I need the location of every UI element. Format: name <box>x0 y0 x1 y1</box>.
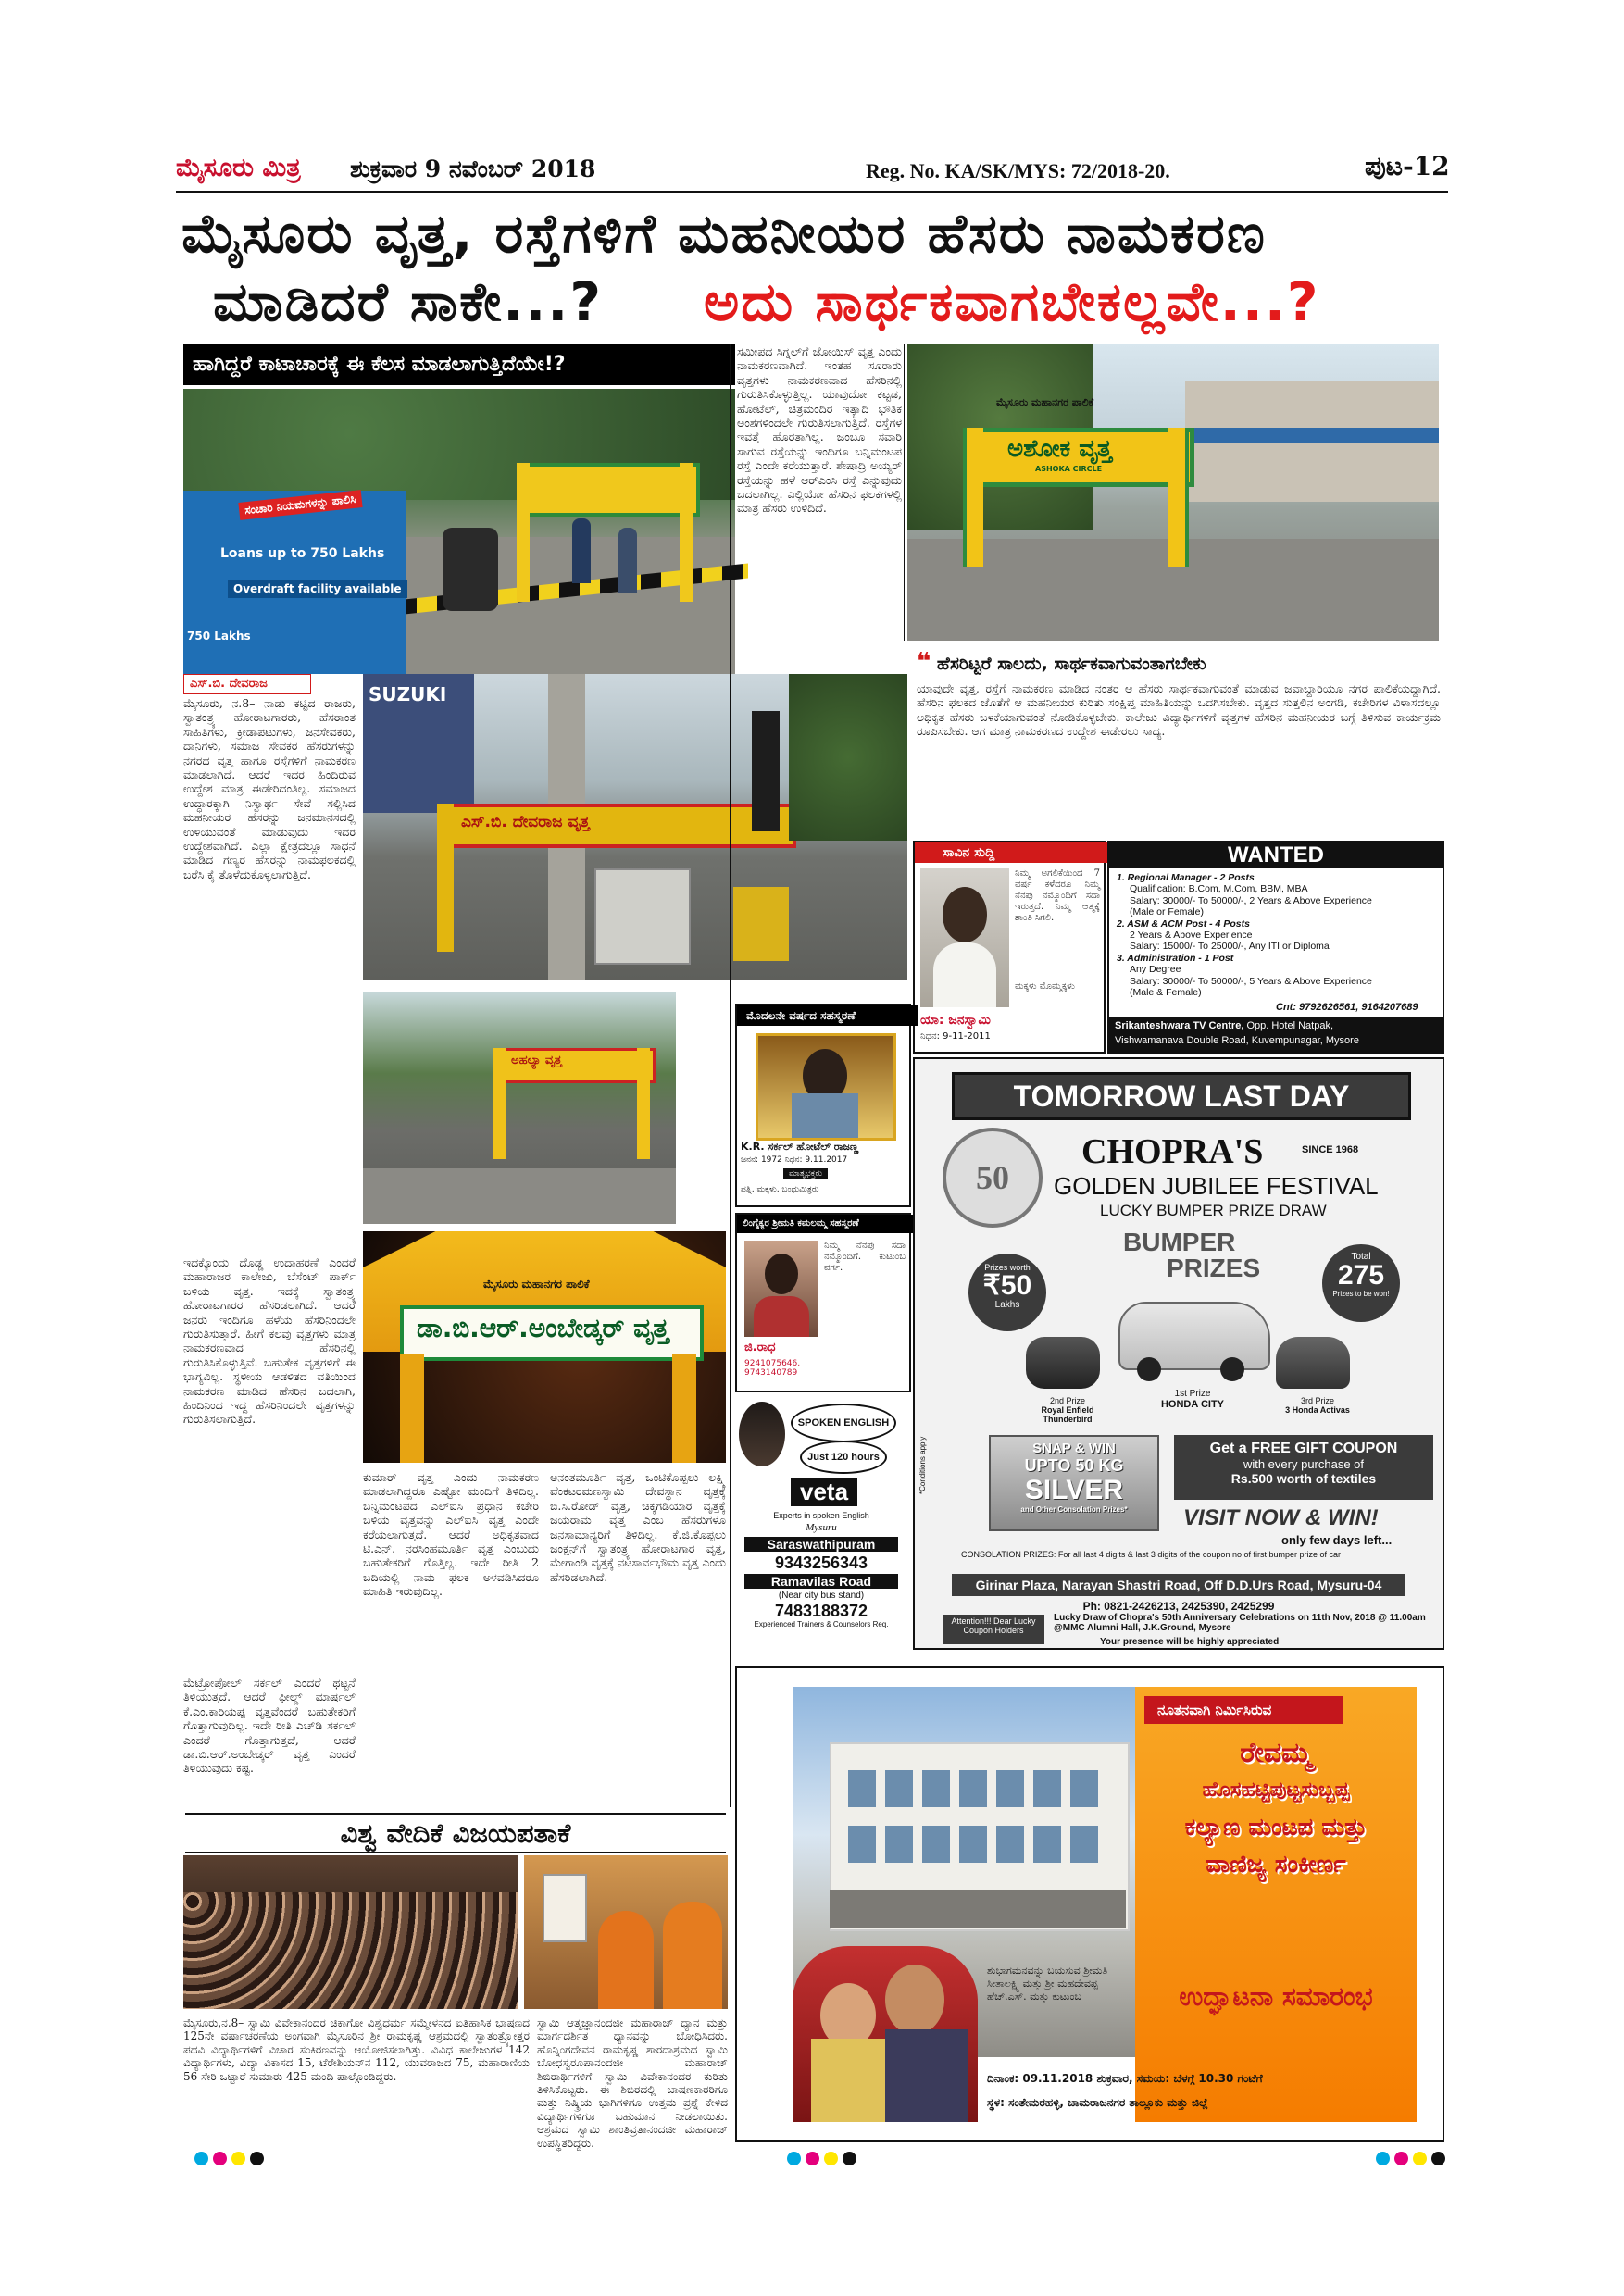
veta-place-1: Saraswathipuram <box>744 1537 898 1552</box>
visit-text: VISIT NOW & WIN! <box>1183 1505 1379 1530</box>
veta-tagline: Experts in spoken English <box>773 1511 869 1520</box>
veta-brand: veta <box>791 1478 857 1506</box>
registration-mark <box>787 2152 801 2165</box>
veta-bubble-1: SPOKEN ENGLISH <box>791 1404 896 1442</box>
veta-model-photo <box>739 1402 785 1466</box>
memorial-2-text: ನಿಮ್ಮ ನೆನಪು ಸದಾ ನಮ್ಮೊಂದಿಗೆ. ಕುಟುಂಬ ವರ್ಗ. <box>824 1241 906 1273</box>
chopra-draw: LUCKY BUMPER PRIZE DRAW <box>1100 1202 1327 1219</box>
gift-line-3: Rs.500 worth of textiles <box>1230 1471 1377 1486</box>
chopra-prize-2-label: 2nd Prize <box>1049 1396 1086 1405</box>
wanted-post-2-exp: 2 Years & Above Experience <box>1130 930 1253 942</box>
wanted-post-1-salary: Salary: 30000/- To 50000/-, 2 Years & Above Experience <box>1130 894 1372 906</box>
attention-box: Attention!!! Dear Lucky Coupon Holders <box>943 1615 1044 1644</box>
couple-photo <box>793 1946 978 2122</box>
wanted-title: WANTED <box>1109 842 1443 868</box>
obituary-family: ಮಕ್ಕಳು ಮೊಮ್ಮಕ್ಕಳು <box>1015 981 1075 992</box>
obituary-portrait <box>920 868 1009 1007</box>
ashoka-arch-sub: ASHOKA CIRCLE <box>1035 465 1103 473</box>
chopra-worth-label: Prizes worth <box>984 1263 1031 1272</box>
bank-overdraft-text: Overdraft facility available <box>228 580 407 598</box>
gift-line-2: with every purchase of <box>1243 1457 1365 1471</box>
veta-bubble-2: Just 120 hours <box>800 1441 887 1474</box>
consolation-text: and Other Consolation Prizes* <box>1020 1505 1128 1514</box>
ashoka-arch-top: ಮೈಸೂರು ಮಹಾನಗರ ಪಾಲಿಕೆ <box>996 396 1094 408</box>
memorial-ad-2 <box>735 1213 911 1392</box>
byline: ಎಸ್.ಬಿ. ದೇವರಾಜ <box>183 674 311 694</box>
veta-branch: Mysuru <box>806 1522 837 1533</box>
kalyana-line-1: ರೇವಮ್ಮ <box>1240 1737 1312 1769</box>
upto-text: UPTO 50 KG <box>1024 1456 1124 1475</box>
kalyana-date: ದಿನಾಂಕ: 09.11.2018 ಶುಕ್ರವಾರ, ಸಮಯ: ಬೆಳಗ್ಗೆ 10.30 ಗಂಟೆಗೆ <box>987 2072 1263 2085</box>
chopra-prizes: PRIZES <box>1167 1254 1261 1282</box>
veta-phone-1: 9343256343 <box>774 1554 868 1572</box>
kalyana-line-3: ಕಲ್ಯಾಣ ಮಂಟಪ ಮತ್ತು <box>1184 1814 1368 1841</box>
chopra-prize-1-name: HONDA CITY <box>1160 1399 1225 1410</box>
wanted-details <box>1117 872 1439 998</box>
wanted-footer-opp: Opp. Hotel Natpak, <box>1246 1020 1334 1031</box>
column-divider-2 <box>904 344 905 641</box>
chopra-prize-3-label: 3rd Prize <box>1300 1396 1334 1405</box>
bank-amount-text: 750 Lakhs <box>187 630 251 643</box>
headline-line1: ಮೈಸೂರು ವೃತ್ತ, ರಸ್ತೆಗಳಿಗೆ ಮಹನೀಯರ ಹೆಸರು ನಾಮಕರಣ <box>181 202 1267 265</box>
article-col-a2: ಇದಕ್ಕೊಂದು ದೊಡ್ಡ ಉದಾಹರಣೆ ಎಂದರೆ ಮಹಾರಾಜರ ಕಾಲೇಜು, ಬೆಸೆಂಟ್ ಪಾರ್ಕ್ ಬಳಿಯ ವೃತ್ತ. ಇದಕ್ಕೆ ಸ್ವಾತಂತ್ರ್ಯ ಹೋರಾಟಗಾರರ ಹೆಸರಿಡಲಾಗಿದೆ. ಆದರೆ ಜನರು ಇಂದಿಗೂ ಹಳೆಯ ಹೆಸರಿನಿಂದಲೇ ಗುರುತಿಸುತ್ತಾರೆ. ಹೀಗೆ ಕಲವು ವೃತ್ತಗಳು ಮಾತ್ರ ನಾಮಕರಣವಾದ ಹೆಸರಿನಲ್ಲಿ ಗುರುತಿಸಿಕೊಳ್ಳುತ್ತಿವೆ. ಬಹುತೇಕ ವೃತ್ತಗಳಿಗೆ ಈ ಭಾಗ್ಯವಿಲ್ಲ. ಸ್ಥಳೀಯ ಆಡಳಿತದ ವತಿಯಿಂದ ನಾಮಕರಣ ಮಾಡಿದ ಹೆಸರಿನ ಬದಲಾಗಿ, ಹಿಂದಿನಿಂದ ಇದ್ದ ಹೆಸರಿನಿಂದಲೇ ವೃತ್ತಗಳನ್ನು ಗುರುತಿಸಲಾಗುತ್ತಿದೆ. <box>183 1255 356 1427</box>
article-col-b2: ಕುಮಾರ್ ವೃತ್ತ ಎಂದು ನಾಮಕರಣ ಮಾಡಲಾಗಿದ್ದರೂ ಎಷ್ಟೋ ಮಂದಿಗೆ ತಿಳಿದಿಲ್ಲ. ಬನ್ನಿಮಂಟಪದ ಎಲ್‌ಐಸಿ ಪ್ರಧಾನ ಕಚೇರಿ ಬಳಿಯ ವೃತ್ತವನ್ನು ಎಲ್‌ಐಸಿ ವೃತ್ತ ಎಂದೇ ಕರೆಯಲಾಗುತ್ತದೆ. ಆದರೆ ಅಧಿಕೃತವಾದ ಟಿ.ಎನ್. ನರಸಿಂಹಮೂರ್ತಿ ವೃತ್ತ ಎಂಬುದು ಬಹುತೇಕರಿಗೆ ಗೊತ್ತಿಲ್ಲ. ಇದೇ ರೀತಿ 2 ಬದಿಯಲ್ಲಿ ನಾಮ ಫಲಕ ಅಳವಡಿಸಿದರೂ ಮಾಹಿತಿ ಇರುವುದಿಲ್ಲ. <box>363 1470 539 1599</box>
chopra-worth-unit: Lakhs <box>994 1300 1020 1310</box>
registration-mark <box>194 2152 208 2165</box>
memorial-1-name: K.R. ಸರ್ಕಲ್ ಹೋಟೆಲ್ ರಾಜಣ್ಣ <box>741 1141 859 1153</box>
obituary-box <box>913 841 1106 1054</box>
article-col-c1: ಅನಂತಮೂರ್ತಿ ವೃತ್ತ, ಒಂಟಿಕೊಪ್ಪಲು ಲಕ್ಷ್ಮಿ ವೆಂಕಟರಮಣಸ್ವಾಮಿ ದೇವಸ್ಥಾನ ವೃತ್ತಕ್ಕೆ ಬಿ.ಸಿ.ರೋಡ್ ವೃತ್ತ, ಚಿಕ್ಕಗಡಿಯಾರ ವೃತ್ತಕ್ಕೆ ಜಯರಾಮ ವೃತ್ತ ಎಂಬ ಹೆಸರುಗಳೂ ಜನಸಾಮಾನ್ಯರಿಗೆ ತಿಳಿದಿಲ್ಲ. ಕೆ.ಜಿ.ಕೊಪ್ಪಲು ಜಂಕ್ಷನ್‌ಗೆ ಸ್ವಾತಂತ್ರ್ಯ ಹೋರಾಟಗಾರ ವೃತ್ತ, ಮೇಗಾಂಡಿ ವೃತ್ತಕ್ಕೆ ನಟಸಾರ್ವಭೌಮ ವೃತ್ತ ಎಂದು ಹೆಸರಿಡಲಾಗಿದೆ. <box>550 1470 726 1584</box>
registration-mark <box>843 2152 856 2165</box>
ambedkar-arch-top: ಮೈಸೂರು ಮಹಾನಗರ ಪಾಲಿಕೆ <box>483 1278 590 1291</box>
photo-ashoka-circle <box>907 344 1439 641</box>
kalyana-title <box>1135 1735 1417 1883</box>
registration-mark <box>1394 2152 1408 2165</box>
veta-footer: Experienced Trainers & Counselors Req. <box>754 1620 889 1628</box>
chopra-prize-1 <box>1146 1389 1239 1410</box>
ambedkar-arch-name: ಡಾ.ಬಿ.ಆರ್.ಅಂಬೇಡ್ಕರ್ ವೃತ್ತ <box>417 1313 669 1343</box>
quote-heading-text: ಹೆಸರಿಟ್ಟರೆ ಸಾಲದು, ಸಾರ್ಥಕವಾಗುವಂತಾಗಬೇಕು <box>936 654 1206 674</box>
suzuki-sign: SUZUKI <box>369 683 447 705</box>
chopra-total-sub: Prizes to be won! <box>1332 1290 1390 1298</box>
subhead-bar: ಹಾಗಿದ್ದರೆ ಕಾಟಾಚಾರಕ್ಕೆ ಈ ಕೆಲಸ ಮಾಡಲಾಗುತ್ತಿದೆಯೇ!? <box>183 344 735 385</box>
issue-date: ಶುಕ್ರವಾರ 9 ನವೆಂಬರ್ 2018 <box>350 156 596 182</box>
wanted-footer <box>1109 1017 1443 1052</box>
kalyana-line-4: ವಾಣಿಜ್ಯ ಸಂಕೀರ್ಣ <box>1206 1851 1346 1878</box>
presence-note: Your presence will be highly appreciated <box>1100 1637 1280 1647</box>
chopra-banner: TOMORROW LAST DAY <box>952 1072 1411 1120</box>
veta-phone-2: 7483188372 <box>774 1602 868 1620</box>
chopra-total-label: Total <box>1351 1252 1371 1262</box>
photo-audience <box>183 1855 518 2009</box>
snap-win-badge <box>989 1435 1159 1531</box>
chopra-total-value: 275 <box>1337 1260 1385 1291</box>
kalyana-ad <box>735 1666 1444 2142</box>
memorial-1-dates: ಜನನ: 1972 ನಿಧನ: 9.11.2017 <box>741 1155 848 1165</box>
chopra-prize-2 <box>1017 1396 1118 1424</box>
silver-text: SILVER <box>1024 1475 1124 1505</box>
wanted-post-1-gender: (Male or Female) <box>1130 906 1204 918</box>
chopra-prize-2-name: Royal Enfield Thunderbird <box>1041 1405 1094 1424</box>
wanted-post-2-salary: Salary: 15000/- To 25000/-, Any ITI or Diploma <box>1130 941 1330 953</box>
wanted-post-1-qual: Qualification: B.Com, M.Com, BBM, MBA <box>1130 883 1308 895</box>
chopra-50-badge: 50 <box>943 1128 1043 1228</box>
registration-mark <box>213 2152 227 2165</box>
photo-swamis <box>524 1855 728 2009</box>
chopra-phone: Ph: 0821-2426213, 2425390, 2425299 <box>1082 1600 1275 1613</box>
bank-banner-text: ಸಂಚಾರಿ ನಿಯಮಗಳನ್ನು ಪಾಲಿಸಿ <box>238 490 362 520</box>
chopra-festival: GOLDEN JUBILEE FESTIVAL <box>1054 1172 1379 1200</box>
masthead: ಮೈಸೂರು ಮಿತ್ರ <box>176 154 301 182</box>
article-col-a3: ಮೆಟ್ರೋಪೋಲ್ ಸರ್ಕಲ್ ಎಂದರೆ ಥಟ್ಟನೆ ತಿಳಿಯುತ್ತದೆ. ಆದರೆ ಫೀಲ್ಡ್ ಮಾರ್ಷಲ್ ಕೆ.ಎಂ.ಕಾರಿಯಪ್ಪ ವೃತ್ತವೆಂದರೆ ಬಹುತೇಕರಿಗೆ ಗೊತ್ತಾಗುವುದಿಲ್ಲ. ಇದೇ ರೀತಿ ಎಚ್‌ಡಿ ಸರ್ಕಲ್ ಎಂದರೆ ಗೊತ್ತಾಗುತ್ತದೆ, ಆದರೆ ಡಾ.ಬಿ.ಆರ್.ಅಂಬೇಡ್ಕರ್ ವೃತ್ತ ಎಂದರೆ ತಿಳಿಯುವುದು ಕಷ್ಟ. <box>183 1676 356 1776</box>
registration-mark <box>806 2152 819 2165</box>
veta-place-2b: (Near city bus stand) <box>778 1591 865 1601</box>
wanted-post-3-gender: (Male & Female) <box>1130 987 1202 999</box>
photo-ambedkar-circle <box>363 1231 726 1463</box>
chopra-worth-badge <box>968 1254 1046 1331</box>
snap-text: SNAP & WIN <box>1032 1441 1116 1456</box>
registration-mark <box>250 2152 264 2165</box>
chopra-prize-3-name: 3 Honda Activas <box>1285 1405 1350 1415</box>
headline-line2-black: ಮಾಡಿದರೆ ಸಾಕೇ...? <box>213 270 603 333</box>
memorial-2-portrait <box>744 1241 818 1337</box>
article-col-b1: ಸಮೀಪದ ಸಿಗ್ನಲ್‌ಗೆ ಜೋಯಿಸ್ ವೃತ್ತ ಎಂದು ನಾಮಕರಣವಾಗಿದೆ. ಇಂತಹ ಸೂರಾರು ವೃತ್ತಗಳು ನಾಮಕರಣವಾದ ಹೆಸರಿನಲ್ಲಿ ಗುರುತಿಸಿಕೊಳ್ಳುತ್ತಿಲ್ಲ. ಯಾವುದೋ ಕಟ್ಟಡ, ಹೋಟೆಲ್, ಚಿತ್ರಮಂದಿರ ಇತ್ಯಾದಿ ಭೌತಿಕ ಅಂಶಗಳಿಂದಲೇ ಗುರುತಿಸಲಾಗುತ್ತಿದೆ. ರಸ್ತೆಗಳ ಇವತ್ತೆ ಹೊರತಾಗಿಲ್ಲ. ಜಂಬೂ ಸವಾರಿ ಸಾಗುವ ರಸ್ತೆಯನ್ನು ಇಂದಿಗೂ ಬನ್ನಿಮಂಟಪ ರಸ್ತೆ ಎಂದೇ ಕರೆಯುತ್ತಾರೆ. ಶೇಷಾದ್ರಿ ಅಯ್ಯರ್ ರಸ್ತೆಯನ್ನು ಹಳೆ ಆರ್‌ಎಂಸಿ ರಸ್ತೆ ಎನ್ನುವುದು ಬದಲಾಗಿಲ್ಲ. ಎಲ್ಲಿಯೋ ಹೆಸರಿನ ಫಲಕಗಳಲ್ಲಿ ಮಾತ್ರ ಹೆಸರು ಉಳಿದಿದೆ. <box>737 344 902 516</box>
chopra-since: SINCE 1968 <box>1302 1144 1359 1155</box>
wanted-post-1: 1. Regional Manager - 2 Posts <box>1117 872 1255 883</box>
quote-mark-icon: ❝ <box>917 648 931 676</box>
chopra-total-badge <box>1322 1244 1400 1322</box>
registration-number: Reg. No. KA/SK/MYS: 72/2018-20. <box>866 159 1170 182</box>
quote-heading <box>917 648 1206 676</box>
memorial-1-label: ಮಾತೃಭಕ್ತರು <box>783 1168 828 1179</box>
bank-billboard <box>183 491 406 674</box>
few-days-text: only few days left... <box>1281 1533 1393 1547</box>
column-divider <box>730 344 731 1807</box>
kalyana-ribbon: ನೂತನವಾಗಿ ನಿರ್ಮಿಸಿರುವ <box>1144 1696 1343 1724</box>
wanted-post-3-qual: Any Degree <box>1130 964 1181 976</box>
registration-mark <box>1376 2152 1390 2165</box>
chopra-bumper: BUMPER <box>1123 1228 1236 1256</box>
wanted-post-3: 3. Administration - 1 Post <box>1117 952 1234 964</box>
chopra-prize-1-label: 1st Prize <box>1174 1389 1211 1399</box>
obituary-date: ನಿಧನ: 9-11-2011 <box>920 1031 991 1042</box>
chopra-prize-3 <box>1267 1396 1368 1415</box>
memorial-2-name: ಜಿ.ರಾಧ <box>744 1341 776 1354</box>
registration-mark <box>1413 2152 1427 2165</box>
obituary-text: ನಿಮ್ಮ ಅಗಲಿಕೆಯಿಂದ 7 ವರ್ಷ ಕಳೆದರೂ ನಿಮ್ಮ ನೆನಪು ನಮ್ಮೊಂದಿಗೆ ಸದಾ ಇರುತ್ತದೆ. ನಿಮ್ಮ ಆತ್ಮಕ್ಕೆ ಶಾಂತಿ ಸಿಗಲಿ. <box>1015 868 1100 923</box>
registration-mark <box>1431 2152 1445 2165</box>
conditions-note: *Conditions apply <box>918 1436 927 1494</box>
registration-mark <box>231 2152 245 2165</box>
veta-ad <box>735 1398 907 1626</box>
headline-line2-red: ಅದು ಸಾರ್ಥಕವಾಗಬೇಕಲ್ಲವೇ...? <box>704 270 1320 333</box>
memorial-2-phone: 9241075646, 9743140789 <box>744 1359 801 1378</box>
veta-place-2: Ramavilas Road <box>744 1574 898 1589</box>
memorial-1-frame <box>756 1033 896 1141</box>
chopra-worth-value: ₹50 <box>982 1270 1032 1301</box>
memorial-ad-1 <box>735 1004 911 1207</box>
consolation-note: CONSOLATION PRIZES: For all last 4 digits & last 3 digits of the coupon no of first bumper prize of car <box>961 1550 1341 1559</box>
scooter-prize-image <box>1276 1337 1350 1389</box>
kalyana-line-2: ಹೊಸಹಟ್ಟಿಪುಟ್ಟಸುಬ್ಬಪ್ಪ <box>1202 1778 1350 1802</box>
kalyana-udghatana: ಉದ್ಘಾಟನಾ ಸಮಾರಂಭ <box>1179 1981 1373 2012</box>
quote-body: ಯಾವುದೇ ವೃತ್ತ, ರಸ್ತೆಗೆ ನಾಮಕರಣ ಮಾಡಿದ ನಂತರ ಆ ಹೆಸರು ಸಾರ್ಥಕವಾಗುವಂತೆ ಮಾಡುವ ಜವಾಬ್ದಾರಿಯೂ ನಗರ ಪಾಲಿಕೆಯದ್ದಾಗಿದೆ. ಹೆಸರಿನ ಫಲಕದ ಜೊತೆಗೆ ಆ ಮಹನೀಯರ ಕುರಿತು ಸಂಕ್ಷಿಪ್ತ ಮಾಹಿತಿಯನ್ನು ಒದಗಿಸಬೇಕು. ವೃತ್ತದ ಸುತ್ತಲಿನ ಅಂಗಡಿ, ಕಚೇರಿಗಳ ವಿಳಾಸದಲ್ಲೂ ಅಧಿಕೃತ ಹೆಸರು ಬಳಕೆಯಾಗುವಂತೆ ನೋಡಿಕೊಳ್ಳಬೇಕು. ಕಾಲೇಜು ವಿದ್ಯಾರ್ಥಿಗಳಿಗೆ ವೃತ್ತಗಳ ಹೆಸರಿನ ಮಹನೀಯರ ಬಗ್ಗೆ ತಿಳಿಸುವ ಕಾರ್ಯಕ್ರಮ ರೂಪಿಸಬೇಕು. ಆಗ ಮಾತ್ರ ನಾಮಕರಣದ ಉದ್ದೇಶ ಈಡೇರಲು ಸಾಧ್ಯ. <box>917 681 1441 739</box>
obituary-name: ಯಾ: ಜನಸ್ವಾಮಿ <box>920 1013 991 1028</box>
photo-devaraj-circle <box>363 674 907 980</box>
memorial-1-text: ಪತ್ನಿ, ಮಕ್ಕಳು, ಬಂಧುಮಿತ್ರರು <box>741 1185 819 1194</box>
article-col-a1: ಮೈಸೂರು, ನ.8– ನಾಡು ಕಟ್ಟಿದ ರಾಜರು, ಸ್ವಾತಂತ್ರ್ಯ ಹೋರಾಟಗಾರರು, ಹೆಸರಾಂತ ಸಾಹಿತಿಗಳು, ಕ್ರೀಡಾಪಟುಗಳು, ಜನಸೇವಕರು, ದಾನಿಗಳು, ಸಮಾಜ ಸೇವಕರ ಹೆಸರುಗಳನ್ನು ನಗರದ ವೃತ್ತ ಹಾಗೂ ರಸ್ತೆಗಳಿಗೆ ನಾಮಕರಣ ಮಾಡಲಾಗಿದೆ. ಆದರೆ ಇದರ ಹಿಂದಿರುವ ಉದ್ದೇಶ ಮಾತ್ರ ಈಡೇರಿದಂತಿಲ್ಲ. ಸಮಾಜದ ಉದ್ಧಾರಕ್ಕಾಗಿ ನಿಸ್ವಾರ್ಥ ಸೇವೆ ಸಲ್ಲಿಸಿದ ಮಹನೀಯರ ಹೆಸರನ್ನು ಜನಮಾನಸದಲ್ಲಿ ಉಳಿಯುವಂತೆ ಮಾಡುವುದು ಇದರ ಉದ್ದೇಶವಾಗಿದೆ. ಎಲ್ಲಾ ಕ್ಷೇತ್ರದಲ್ಲೂ ಸಾಧನೆ ಮಾಡಿದ ಗಣ್ಯರ ಹೆಸರನ್ನು ನಾಮಫಲಕದಲ್ಲಿ ಬರೆಸಿ ಕೈ ತೊಳೆದುಕೊಳ್ಳಲಾಗುತ್ತಿದೆ. <box>183 696 356 881</box>
chopra-address: Girinar Plaza, Narayan Shastri Road, Off D.D.Urs Road, Mysuru-04 <box>952 1574 1405 1596</box>
photo-bank-sign <box>183 389 735 674</box>
ashoka-arch-name: ಅಶೋಕ ವೃತ್ತ <box>1007 435 1112 463</box>
kalyana-host: ಶುಭಾಗಮನವನ್ನು ಬಯಸುವ ಶ್ರೀಮತಿ ಸೀತಾಲಕ್ಷ್ಮಿ ಮತ್ತು ಶ್ರೀ ಮಹದೇವಪ್ಪ ಹೆಚ್.ಎಸ್. ಮತ್ತು ಕುಟುಂಬ <box>987 1965 1108 2003</box>
vishwa-body: ಮೈಸೂರು,ನ.8– ಸ್ವಾಮಿ ವಿವೇಕಾನಂದರ ಚಿಕಾಗೋ ವಿಶ್ವಧರ್ಮ ಸಮ್ಮೇಳನದ ಐತಿಹಾಸಿಕ ಭಾಷಣದ 125ನೇ ವರ್ಷಾಚರಣೆಯ ಅಂಗವಾಗಿ ಮೈಸೂರಿನ ಶ್ರೀ ರಾಮಕೃಷ್ಣ ಆಶ್ರಮದಲ್ಲಿ ಸ್ವಾತಂತ್ರ್ಯೋತ್ತರ ಪದವಿ ವಿದ್ಯಾರ್ಥಿಗಳಿಗೆ ವಿಚಾರ ಸಂಕಿರಣವನ್ನು ಆಯೋಜಿಸಲಾಗಿತ್ತು. ವಿವಿಧ ಕಾಲೇಜುಗಳ 142 ವಿದ್ಯಾರ್ಥಿಗಳು, ವಿದ್ಯಾ ವಿಕಾಸದ 15, ಟೆರೇಶಿಯನ್‌ನ 112, ಯುವರಾಜದ 75, ಮಹಾರಾಣಿಯ 56 ಸೇರಿ ಒಟ್ಟಾರೆ ಸುಮಾರು 425 ಮಂದಿ ಪಾಲ್ಗೊಂಡಿದ್ದರು. <box>183 2016 530 2083</box>
gift-coupon-box <box>1174 1435 1433 1500</box>
memorial-1-title: ಮೊದಲನೇ ವರ್ಷದ ಸಹಸ್ಮರಣೆ <box>737 1005 918 1026</box>
header-rule <box>176 191 1448 193</box>
draw-note: Lucky Draw of Chopra's 50th Anniversary Celebrations on 11th Nov, 2018 @ 11.00am @MMC Alumni Hall, J.K.Ground, Mysore <box>1054 1613 1426 1633</box>
vishwa-heading: ವಿಶ್ವ ವೇದಿಕೆ ವಿಜಯಪತಾಕೆ <box>185 1813 726 1853</box>
memorial-2-title: ಲಿಂಗೈಕ್ಯರ ಶ್ರೀಮತಿ ಕಮಲಮ್ಮ ಸಹಸ್ಮರಣೆ <box>737 1215 915 1233</box>
chopra-ad <box>913 1057 1444 1650</box>
wanted-post-2: 2. ASM & ACM Post - 4 Posts <box>1117 917 1250 930</box>
registration-mark <box>824 2152 838 2165</box>
bank-loans-text: Loans up to 750 Lakhs <box>220 546 385 561</box>
obituary-title: ಸಾವಿನ ಸುದ್ದಿ <box>915 842 1131 863</box>
wanted-post-3-salary: Salary: 30000/- To 50000/-, 5 Years & Above Experience <box>1130 975 1372 987</box>
small-arch-name: ಅಹಲ್ಯಾ ವೃತ್ತ <box>511 1054 562 1067</box>
wanted-ad <box>1107 841 1444 1054</box>
devaraj-arch-name: ಎಸ್.ಬಿ. ದೇವರಾಜ ವೃತ್ತ <box>461 813 590 831</box>
wanted-footer-shop: Srikanteshwara TV Centre, <box>1115 1020 1244 1031</box>
vishwa-body-2: ಸ್ವಾಮಿ ಆತ್ಮಜ್ಞಾನಂದಜೀ ಮಹಾರಾಜ್ ಧ್ಯಾನ ಮತ್ತು ಮಾರ್ಗದರ್ಶಿತ ಧ್ಯಾನವನ್ನು ಬೋಧಿಸಿದರು. ಹೊನ್ನಿಂಗದೇವನ ರಾಮಕೃಷ್ಣ ಶಾರದಾಶ್ರಮದ ಸ್ವಾಮಿ ಬೋಧಸ್ವರೂಪಾನಂದಜೀ ಮಹಾರಾಜ್ ಶಿಬಿರಾರ್ಥಿಗಳಿಗೆ ಸ್ವಾಮಿ ವಿವೇಕಾನಂದರ ಕುರಿತು ತಿಳಿಸಿಕೊಟ್ಟರು. ಈ ಶಿಬಿರದಲ್ಲಿ ಬಾಷಣಕಾರರಿಗೂ ಮತ್ತು ನಿಷ್ಕ್ರಿಯ ಭಾಗಿಗಳಿಗೂ ಉತ್ತಮ ಪ್ರಶ್ನೆ ಕೇಳಿದ ವಿದ್ಯಾರ್ಥಿಗಳಿಗೂ ಬಹುಮಾನ ನೀಡಲಾಯಿತು. ಆಶ್ರಮದ ಸ್ವಾಮಿ ಶಾಂತಿವ್ರತಾನಂದಜೀ ಮಹಾರಾಜ್ ಉಪಸ್ಥಿತರಿದ್ದರು. <box>537 2016 728 2150</box>
chopra-brand: CHOPRA'S <box>1081 1132 1264 1171</box>
motorbike-prize-image <box>1026 1337 1100 1389</box>
wanted-contact: Cnt: 9792626561, 9164207689 <box>1276 1002 1418 1013</box>
kalyana-place: ಸ್ಥಳ: ಸಂತೇಮರಹಳ್ಳಿ, ಚಾಮರಾಜನಗರ ತಾಲ್ಲೂಕು ಮತ್ತು ಜಿಲ್ಲೆ <box>987 2096 1208 2109</box>
gift-line-1: Get a FREE GIFT COUPON <box>1209 1441 1398 1456</box>
photo-small-circle <box>363 992 676 1224</box>
wanted-footer-address: Vishwamanava Double Road, Kuvempunagar, Mysore <box>1115 1035 1359 1046</box>
page-number: ಪುಟ-12 <box>1365 151 1450 181</box>
